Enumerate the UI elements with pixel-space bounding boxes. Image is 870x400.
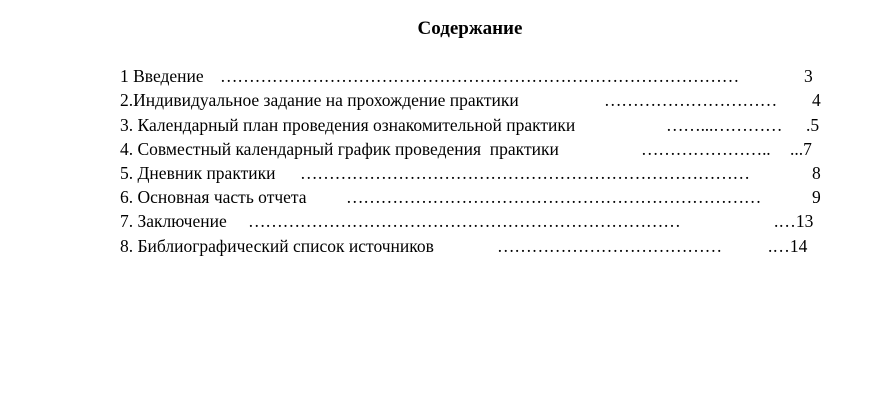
toc-entry-leader: …………………………………	[497, 236, 722, 256]
toc-entry-page: .5	[806, 115, 820, 135]
toc-entry-page: 9	[812, 187, 821, 207]
toc-entry-page: 4	[812, 90, 821, 110]
toc-entry-leader: …………………………	[604, 90, 778, 110]
toc-entry-title: 8. Библиографический список источников	[120, 236, 434, 256]
toc-entry-leader: ………………………………………………………………	[346, 187, 762, 207]
toc-entry-leader: …………………..	[641, 139, 771, 159]
toc-entry-title: 3. Календарный план проведения ознакомительной практики	[120, 115, 576, 135]
toc-entry-8	[0, 234, 870, 258]
toc-entry-leader: …………………………………………………………………	[248, 211, 681, 231]
toc-entry-7	[0, 209, 870, 233]
toc-entry-title: 1 Введение	[120, 66, 204, 86]
toc-entry-leader: ……………………………………………………………………	[300, 163, 750, 183]
toc-entry-2	[0, 88, 870, 112]
toc-entry-page: .…13	[774, 211, 814, 231]
toc-entry-1	[0, 64, 870, 88]
toc-entry-title: 2.Индивидуальное задание на прохождение практики	[120, 90, 519, 110]
toc-entry-page: 8	[812, 163, 821, 183]
page-title: Содержание	[417, 18, 523, 39]
toc-entry-page: .…14	[768, 236, 808, 256]
toc-entry-4	[0, 137, 870, 161]
toc-entry-title: 5. Дневник практики	[120, 163, 276, 183]
toc-entry-title: 6. Основная часть отчета	[120, 187, 307, 207]
toc-entry-page: ...7	[790, 139, 812, 159]
toc-entry-title: 7. Заключение	[120, 211, 227, 231]
toc-entry-3	[0, 113, 870, 137]
toc-entry-title: 4. Совместный календарный график проведения практики	[120, 139, 559, 159]
toc-entry-5	[0, 161, 870, 185]
toc-entry-page: 3	[804, 66, 813, 86]
toc-entry-leader: ……...…………	[666, 115, 783, 135]
toc-entry-6	[0, 185, 870, 209]
toc-entry-leader: ………………………………………………………………………………	[220, 66, 740, 86]
